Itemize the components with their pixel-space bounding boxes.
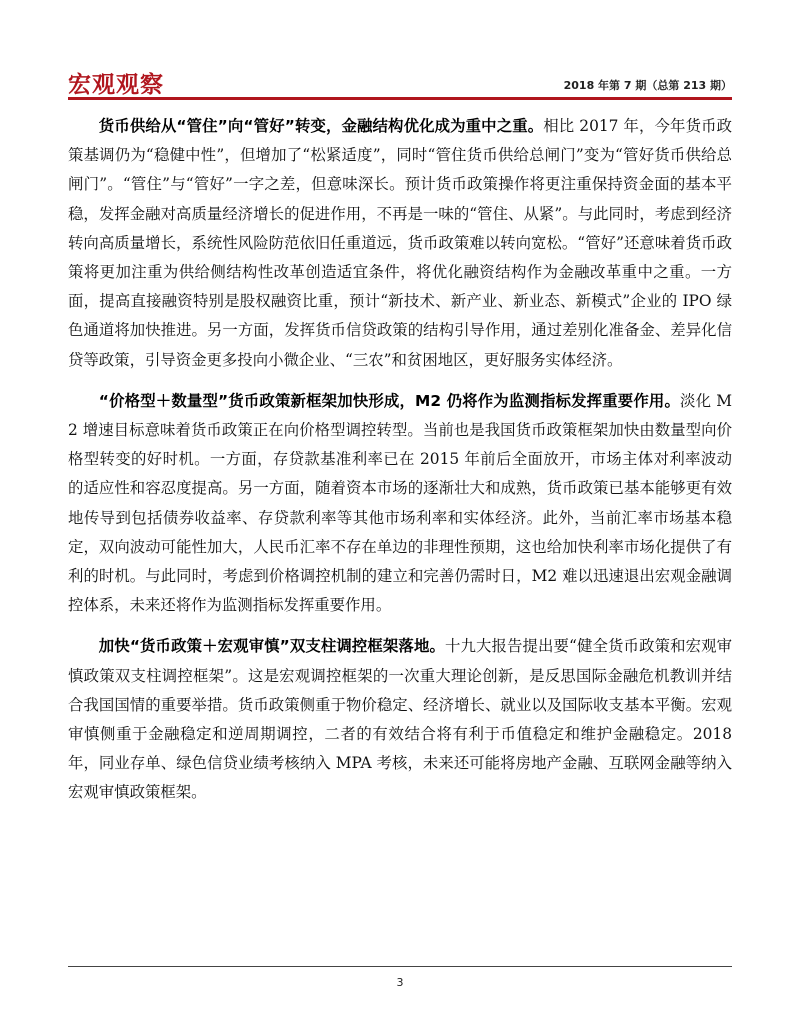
header-divider xyxy=(68,97,732,100)
paragraph-text: 十九大报告提出要“健全货币政策和宏观审慎政策双支柱调控框架”。这是宏观调控框架的一次重大理论创新，是反思国际金融危机教训并结合我国国情的重要举措。货币政策侧重于物价稳定、经济增长、就业以及国际收支基本平衡。宏观审慎侧重于金融稳定和逆周期调控，二者的有效结合将有利于币值稳定和维护金融稳定。2018 年，同业存单、绿色信贷业绩考核纳入 MPA 考核，未来还可能将房地产金融、互联网金融等纳入宏观审慎政策框架。 xyxy=(68,637,733,802)
paragraph-lead: 货币供给从“管住”向“管好”转变，金融结构优化成为重中之重。 xyxy=(98,117,544,135)
issue-number: 2018 年第 7 期（总第 213 期） xyxy=(563,79,732,92)
page-header xyxy=(68,64,732,100)
paragraph-dual-pillar xyxy=(68,632,732,807)
paragraph-text: 相比 2017 年，今年货币政策基调仍为“稳健中性”，但增加了“松紧适度”，同时“管住货币供给总闸门”变为“管好货币供给总闸门”。“管住”与“管好”一字之差，但意味深长。预计货币政策操作将更注重保持资金面的基本平稳，发挥金融对高质量经济增长的促进作用，不再是一味的“管住、从紧”。与此同时，考虑到经济转向高质量增长，系统性风险防范依旧任重道远，货币政策难以转向宽松。“管好”还意味着货币政策将更加注重为供给侧结构性改革创造适宜条件，将优化融资结构作为金融改革重中之重。一方面，提高直接融资特别是股权融资比重，预计“新技术、新产业、新业态、新模式”企业的 IPO 绿色通道将加快推进。另一方面，发挥货币信贷政策的结构引导作用，通过差别化准备金、差异化信贷等政策，引导资金更多投向小微企业、“三农”和贫困地区，更好服务实体经济。 xyxy=(68,117,732,369)
paragraph-lead: 加快“货币政策＋宏观审慎”双支柱调控框架落地。 xyxy=(98,637,445,656)
article-body xyxy=(68,112,732,820)
paragraph-lead: “价格型＋数量型”货币政策新框架加快形成，M2 仍将作为监测指标发挥重要作用。 xyxy=(98,391,681,410)
footer-divider xyxy=(68,966,732,967)
page-number: 3 xyxy=(396,976,404,989)
paragraph-text: 淡化 M2 增速目标意味着货币政策正在向价格型调控转型。当前也是我国货币政策框架加快由数量型向价格型转变的好时机。一方面，存贷款基准利率已在 2015 年前后全面放开，市场主体对利率波动的适应性和容忍度提高。另一方面，随着资本市场的逐渐壮大和成熟，货币政策已基本能够更有效地传导到包括债券收益率、存贷款利率等其他市场利率和实体经济。此外，当前汇率市场基本稳定，双向波动可能性加大，人民币汇率不存在单边的非理性预期，这也给加快利率市场化提供了有利的时机。与此同时，考虑到价格调控机制的建立和完善仍需时日，M2 难以迅速退出宏观金融调控体系，未来还将作为监测指标发挥重要作用。 xyxy=(68,391,732,615)
paragraph-price-quantity-framework xyxy=(68,387,732,621)
publication-title: 宏观观察 xyxy=(68,72,164,98)
paragraph-money-supply xyxy=(68,112,732,375)
